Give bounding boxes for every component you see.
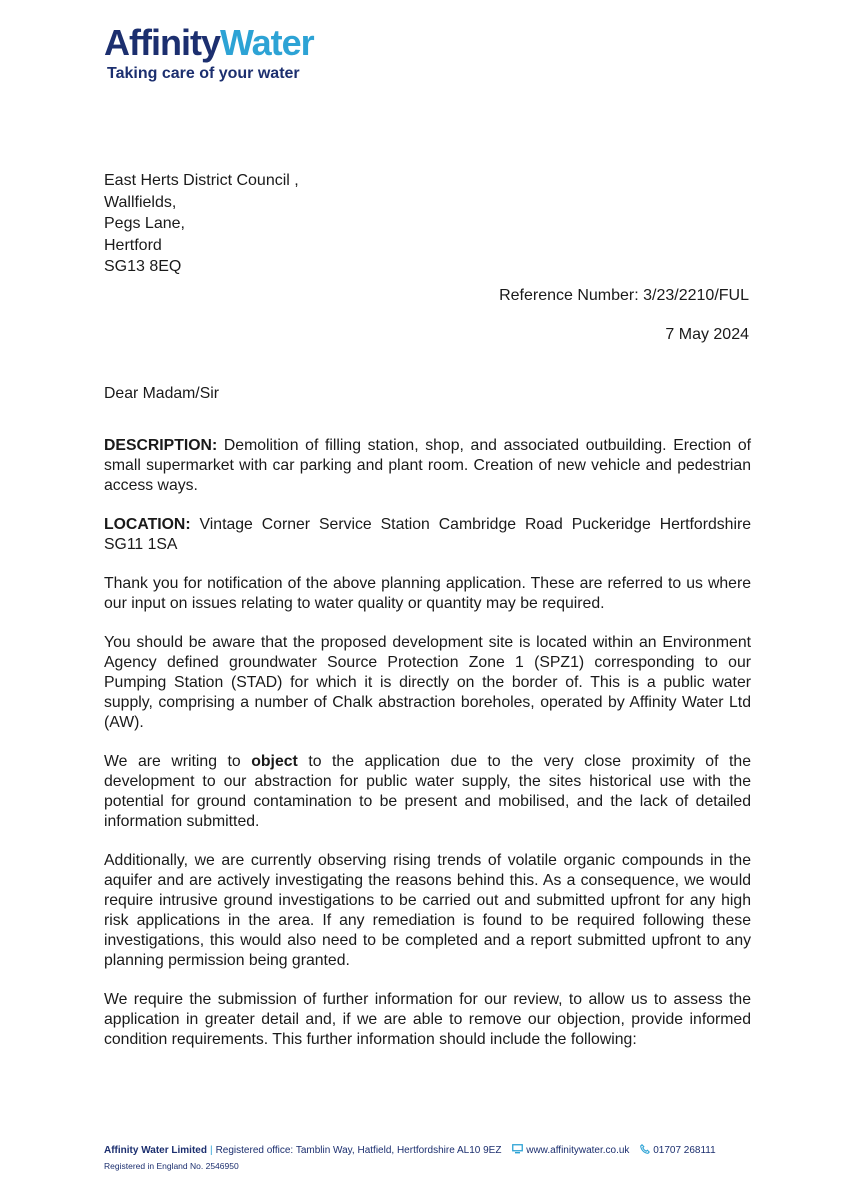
description-label: DESCRIPTION: <box>104 437 218 454</box>
address-line: Pegs Lane, <box>104 215 185 232</box>
footer-separator: | <box>209 1145 213 1156</box>
objection-paragraph <box>104 752 751 832</box>
location-paragraph <box>104 515 751 555</box>
location-text: Vintage Corner Service Station Cambridge Road Puckeridge Hertfordshire SG11 1SA <box>104 516 751 553</box>
phone-icon <box>640 1144 650 1156</box>
footer <box>104 1144 716 1156</box>
letter-date: 7 May 2024 <box>665 326 749 343</box>
footer-website[interactable]: www.affinitywater.co.uk <box>526 1145 630 1156</box>
letter-body <box>104 384 751 1069</box>
footer-phone: 01707 268111 <box>653 1145 716 1156</box>
affinity-water-logo <box>104 22 314 64</box>
logo-water: Water <box>219 22 314 63</box>
address-line: SG13 8EQ <box>104 258 182 275</box>
reference-number: Reference Number: 3/23/2210/FUL <box>499 287 749 304</box>
body-paragraph: Additionally, we are currently observing rising trends of volatile organic compounds in the aquifer and are actively investigating the reasons behind this. As a consequence, we would require intrusive ground investigations to be carried out and submitted upfront for any high risk applications in the area. If any remediation is found to be required following these investigations, this would also need to be completed and a report submitted upfront to any planning permission being granted. <box>104 852 751 969</box>
address-line: Hertford <box>104 236 162 254</box>
objection-text-start: We are writing to <box>104 753 252 770</box>
recipient-address <box>104 170 299 278</box>
monitor-icon <box>512 1144 523 1156</box>
footer-office: Registered office: Tamblin Way, Hatfield, Hertfordshire AL10 9EZ <box>215 1145 502 1156</box>
description-text: Demolition of filling station, shop, and associated outbuilding. Erection of small supermarket with car parking and plant room. Creation of new vehicle and pedestrian access ways. <box>104 437 751 494</box>
body-paragraph: You should be aware that the proposed development site is located within an Environment Agency defined groundwater Source Protection Zone 1 (SPZ1) corresponding to our Pumping Station (STAD) for which it is directly on the border of. This is a public water supply, comprising a number of Chalk abstraction boreholes, operated by Affinity Water Ltd (AW). <box>104 634 751 731</box>
body-paragraph: Thank you for notification of the above planning application. These are referred to us where our input on issues relating to water quality or quantity may be required. <box>104 575 751 612</box>
address-line: Wallfields, <box>104 193 177 211</box>
body-paragraph: We require the submission of further information for our review, to allow us to assess the application in greater detail and, if we are able to remove our objection, provide informed condition requirements. This further information should include the following: <box>104 991 751 1048</box>
address-line: East Herts District Council , <box>104 172 299 189</box>
object-keyword: object <box>251 753 298 770</box>
logo-affinity: Affinity <box>104 22 220 63</box>
footer-company: Affinity Water Limited <box>104 1145 207 1156</box>
greeting: Dear Madam/Sir <box>104 385 219 402</box>
footer-registration: Registered in England No. 2546950 <box>104 1161 239 1171</box>
objection-text-end: to the application due to the very close proximity of the development to our abstraction for public water supply, the sites historical use with the potential for ground contamination to be present and mobilised, and the lack of detailed information submitted. <box>104 753 751 830</box>
location-label: LOCATION: <box>104 516 191 533</box>
description-paragraph <box>104 436 751 496</box>
logo-tagline: Taking care of your water <box>107 65 300 82</box>
